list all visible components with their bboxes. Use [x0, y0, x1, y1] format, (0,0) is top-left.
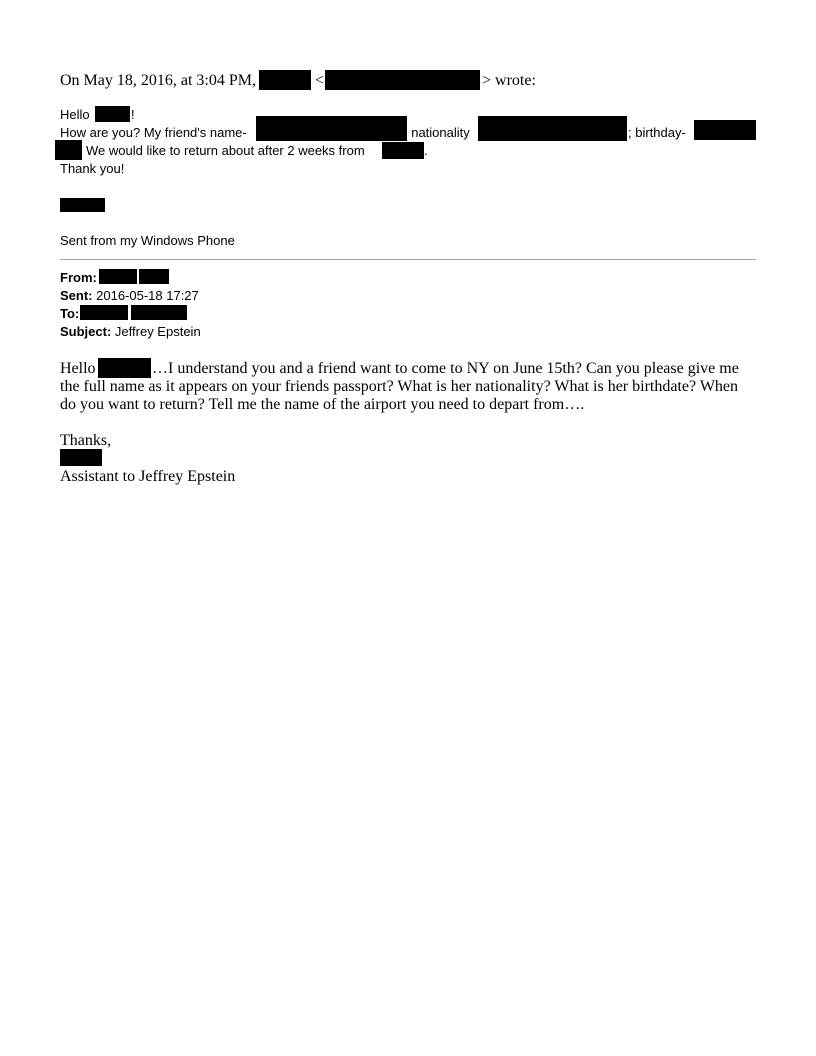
redacted-birthday-continued [55, 140, 82, 160]
redacted-birthday [694, 120, 756, 140]
reply-greeting-end: ! [131, 107, 135, 122]
reply-thanks: Thank you! [60, 161, 125, 176]
sent-from-line: Sent from my Windows Phone [60, 233, 235, 248]
redacted-departure-city [382, 142, 424, 159]
reply-greeting: Hello [60, 107, 90, 122]
original-closing: Thanks, [60, 432, 112, 449]
original-line2: the full name as it appears on your friends passport? What is her nationality? What is her birthdate? When [60, 378, 739, 395]
redacted-friend-name [256, 116, 407, 141]
sent-value: 2016-05-18 17:27 [96, 288, 199, 303]
reply-header-prefix: On May 18, 2016, at 3:04 PM, [60, 72, 256, 89]
divider [60, 259, 756, 260]
reply-line1-b: ; nationality [404, 125, 470, 140]
reply-header-suffix: > wrote: [482, 72, 536, 89]
redacted-original-recipient [98, 358, 151, 378]
reply-header-lt: < [315, 72, 325, 89]
sent-label: Sent: [60, 288, 93, 303]
signature-title: Assistant to Jeffrey Epstein [60, 468, 236, 485]
redacted-from-last [139, 269, 169, 284]
original-greeting: Hello [60, 360, 96, 377]
reply-line2: We would like to return about after 2 weeks from [86, 143, 365, 158]
subject-line [60, 324, 201, 339]
redacted-to-first [80, 305, 128, 320]
original-line3: do you want to return? Tell me the name of the airport you need to depart from…. [60, 396, 585, 413]
to-label: To: [60, 306, 80, 321]
from-label: From: [60, 270, 97, 285]
redacted-from-first [99, 269, 137, 284]
subject-label: Subject: [60, 324, 112, 339]
reply-line1-c: ; birthday- [628, 125, 686, 140]
reply-line2-end: . [424, 143, 428, 158]
redacted-nationality [478, 116, 627, 141]
original-line1: …I understand you and a friend want to come to NY on June 15th? Can you please give me [152, 360, 739, 377]
redacted-reply-signature [60, 198, 105, 212]
redacted-original-signature [60, 449, 102, 466]
reply-line1-a: How are you? My friend's name- [60, 125, 247, 140]
sent-line [60, 288, 199, 303]
redacted-recipient-name [95, 106, 130, 122]
redacted-sender-name [259, 70, 311, 90]
redacted-sender-email [325, 70, 480, 90]
subject-value: Jeffrey Epstein [114, 324, 201, 339]
redacted-to-last [131, 305, 187, 320]
